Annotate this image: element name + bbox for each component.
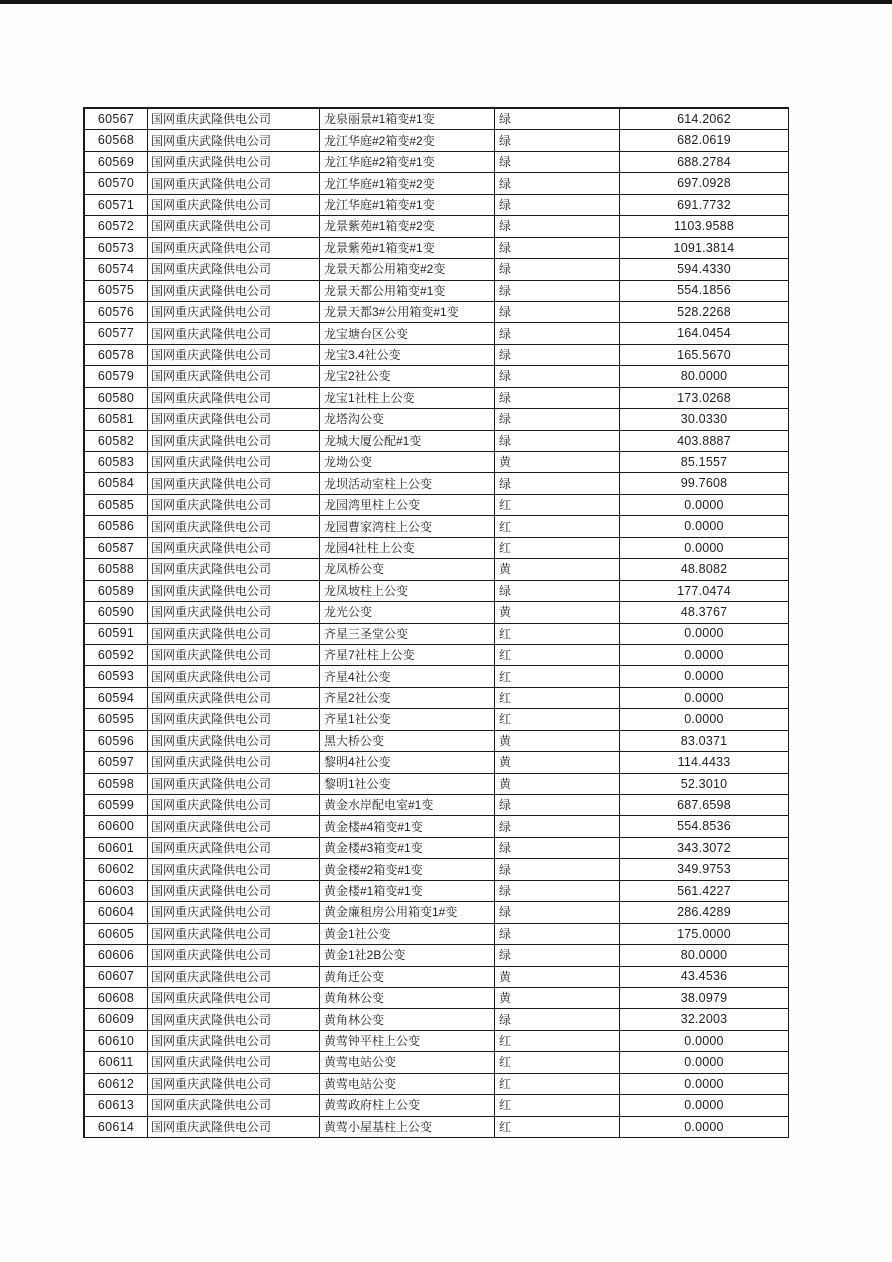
cell-company-name: 国网重庆武隆供电公司 <box>148 774 320 795</box>
cell-company-name: 国网重庆武隆供电公司 <box>148 259 320 280</box>
cell-load-value: 687.6598 <box>620 795 789 816</box>
cell-company-name: 国网重庆武隆供电公司 <box>148 195 320 216</box>
cell-row-id: 60608 <box>85 988 148 1009</box>
cell-load-value: 682.0619 <box>620 130 789 151</box>
cell-load-value: 1103.9588 <box>620 216 789 237</box>
cell-load-value: 0.0000 <box>620 709 789 730</box>
cell-company-name: 国网重庆武隆供电公司 <box>148 688 320 709</box>
cell-status-flag: 绿 <box>495 838 620 859</box>
cell-station-name: 龙塔沟公变 <box>320 409 495 430</box>
cell-company-name: 国网重庆武隆供电公司 <box>148 173 320 194</box>
cell-row-id: 60592 <box>85 645 148 666</box>
cell-row-id: 60605 <box>85 924 148 945</box>
cell-load-value: 0.0000 <box>620 624 789 645</box>
cell-load-value: 614.2062 <box>620 109 789 130</box>
cell-station-name: 龙园湾里柱上公变 <box>320 495 495 516</box>
cell-row-id: 60573 <box>85 238 148 259</box>
cell-load-value: 691.7732 <box>620 195 789 216</box>
cell-company-name: 国网重庆武隆供电公司 <box>148 366 320 387</box>
cell-load-value: 561.4227 <box>620 881 789 902</box>
cell-company-name: 国网重庆武隆供电公司 <box>148 473 320 494</box>
cell-company-name: 国网重庆武隆供电公司 <box>148 1074 320 1095</box>
cell-row-id: 60595 <box>85 709 148 730</box>
cell-company-name: 国网重庆武隆供电公司 <box>148 988 320 1009</box>
cell-load-value: 99.7608 <box>620 473 789 494</box>
cell-status-flag: 绿 <box>495 816 620 837</box>
cell-status-flag: 红 <box>495 1074 620 1095</box>
cell-load-value: 30.0330 <box>620 409 789 430</box>
cell-load-value: 165.5670 <box>620 345 789 366</box>
cell-load-value: 32.2003 <box>620 1009 789 1030</box>
cell-status-flag: 红 <box>495 709 620 730</box>
cell-station-name: 龙江华庭#2箱变#2变 <box>320 130 495 151</box>
cell-load-value: 85.1557 <box>620 452 789 473</box>
cell-load-value: 403.8887 <box>620 431 789 452</box>
cell-company-name: 国网重庆武隆供电公司 <box>148 752 320 773</box>
cell-station-name: 齐星2社公变 <box>320 688 495 709</box>
cell-row-id: 60599 <box>85 795 148 816</box>
cell-station-name: 黄金楼#1箱变#1变 <box>320 881 495 902</box>
cell-status-flag: 绿 <box>495 130 620 151</box>
cell-row-id: 60591 <box>85 624 148 645</box>
cell-company-name: 国网重庆武隆供电公司 <box>148 130 320 151</box>
cell-company-name: 国网重庆武隆供电公司 <box>148 409 320 430</box>
cell-row-id: 60567 <box>85 109 148 130</box>
cell-load-value: 80.0000 <box>620 945 789 966</box>
cell-row-id: 60590 <box>85 602 148 623</box>
cell-station-name: 龙江华庭#1箱变#1变 <box>320 195 495 216</box>
cell-load-value: 164.0454 <box>620 323 789 344</box>
cell-company-name: 国网重庆武隆供电公司 <box>148 388 320 409</box>
cell-company-name: 国网重庆武隆供电公司 <box>148 666 320 687</box>
cell-station-name: 龙宝3.4社公变 <box>320 345 495 366</box>
cell-station-name: 黄金1社公变 <box>320 924 495 945</box>
cell-row-id: 60576 <box>85 302 148 323</box>
cell-row-id: 60609 <box>85 1009 148 1030</box>
cell-load-value: 38.0979 <box>620 988 789 1009</box>
cell-company-name: 国网重庆武隆供电公司 <box>148 902 320 923</box>
cell-row-id: 60589 <box>85 581 148 602</box>
cell-load-value: 0.0000 <box>620 688 789 709</box>
cell-status-flag: 绿 <box>495 216 620 237</box>
cell-row-id: 60588 <box>85 559 148 580</box>
cell-status-flag: 绿 <box>495 195 620 216</box>
cell-row-id: 60578 <box>85 345 148 366</box>
cell-status-flag: 绿 <box>495 859 620 880</box>
cell-row-id: 60594 <box>85 688 148 709</box>
cell-station-name: 龙宝1社柱上公变 <box>320 388 495 409</box>
cell-status-flag: 绿 <box>495 281 620 302</box>
cell-company-name: 国网重庆武隆供电公司 <box>148 281 320 302</box>
cell-station-name: 龙景天都3#公用箱变#1变 <box>320 302 495 323</box>
cell-status-flag: 红 <box>495 538 620 559</box>
cell-company-name: 国网重庆武隆供电公司 <box>148 345 320 366</box>
cell-status-flag: 绿 <box>495 1009 620 1030</box>
cell-station-name: 龙景天都公用箱变#1变 <box>320 281 495 302</box>
cell-status-flag: 绿 <box>495 388 620 409</box>
cell-load-value: 80.0000 <box>620 366 789 387</box>
cell-status-flag: 绿 <box>495 881 620 902</box>
cell-station-name: 龙景天都公用箱变#2变 <box>320 259 495 280</box>
cell-status-flag: 黄 <box>495 752 620 773</box>
cell-status-flag: 黄 <box>495 731 620 752</box>
cell-status-flag: 红 <box>495 688 620 709</box>
cell-status-flag: 绿 <box>495 173 620 194</box>
cell-status-flag: 红 <box>495 666 620 687</box>
cell-row-id: 60582 <box>85 431 148 452</box>
cell-row-id: 60579 <box>85 366 148 387</box>
cell-company-name: 国网重庆武隆供电公司 <box>148 516 320 537</box>
cell-station-name: 龙凤桥公变 <box>320 559 495 580</box>
cell-status-flag: 红 <box>495 495 620 516</box>
cell-station-name: 黎明1社公变 <box>320 774 495 795</box>
cell-company-name: 国网重庆武隆供电公司 <box>148 452 320 473</box>
cell-company-name: 国网重庆武隆供电公司 <box>148 816 320 837</box>
cell-load-value: 173.0268 <box>620 388 789 409</box>
cell-load-value: 0.0000 <box>620 1117 789 1138</box>
cell-load-value: 0.0000 <box>620 1074 789 1095</box>
cell-row-id: 60585 <box>85 495 148 516</box>
cell-status-flag: 红 <box>495 624 620 645</box>
cell-row-id: 60572 <box>85 216 148 237</box>
cell-company-name: 国网重庆武隆供电公司 <box>148 216 320 237</box>
cell-status-flag: 黄 <box>495 559 620 580</box>
cell-company-name: 国网重庆武隆供电公司 <box>148 1052 320 1073</box>
page-top-edge <box>0 0 892 4</box>
cell-row-id: 60593 <box>85 666 148 687</box>
cell-station-name: 龙城大厦公配#1变 <box>320 431 495 452</box>
cell-row-id: 60600 <box>85 816 148 837</box>
cell-status-flag: 绿 <box>495 109 620 130</box>
cell-status-flag: 黄 <box>495 602 620 623</box>
cell-station-name: 黄角林公变 <box>320 988 495 1009</box>
cell-status-flag: 绿 <box>495 945 620 966</box>
cell-load-value: 594.4330 <box>620 259 789 280</box>
cell-status-flag: 绿 <box>495 259 620 280</box>
cell-row-id: 60596 <box>85 731 148 752</box>
cell-station-name: 龙园4社柱上公变 <box>320 538 495 559</box>
cell-row-id: 60586 <box>85 516 148 537</box>
cell-status-flag: 绿 <box>495 152 620 173</box>
cell-station-name: 龙宝2社公变 <box>320 366 495 387</box>
cell-row-id: 60569 <box>85 152 148 173</box>
cell-station-name: 黄角林公变 <box>320 1009 495 1030</box>
cell-company-name: 国网重庆武隆供电公司 <box>148 795 320 816</box>
cell-station-name: 黄角迁公变 <box>320 967 495 988</box>
cell-load-value: 0.0000 <box>620 538 789 559</box>
cell-row-id: 60580 <box>85 388 148 409</box>
cell-load-value: 0.0000 <box>620 1095 789 1116</box>
cell-station-name: 黄莺政府柱上公变 <box>320 1095 495 1116</box>
cell-row-id: 60584 <box>85 473 148 494</box>
cell-status-flag: 红 <box>495 1052 620 1073</box>
cell-station-name: 龙景紫苑#1箱变#2变 <box>320 216 495 237</box>
cell-station-name: 黑大桥公变 <box>320 731 495 752</box>
cell-load-value: 48.8082 <box>620 559 789 580</box>
cell-row-id: 60597 <box>85 752 148 773</box>
cell-load-value: 286.4289 <box>620 902 789 923</box>
cell-station-name: 龙景紫苑#1箱变#1变 <box>320 238 495 259</box>
cell-station-name: 龙宝塘台区公变 <box>320 323 495 344</box>
cell-load-value: 83.0371 <box>620 731 789 752</box>
cell-status-flag: 绿 <box>495 581 620 602</box>
cell-status-flag: 黄 <box>495 774 620 795</box>
cell-station-name: 黄金1社2B公变 <box>320 945 495 966</box>
cell-station-name: 龙光公变 <box>320 602 495 623</box>
cell-station-name: 黄莺电站公变 <box>320 1074 495 1095</box>
cell-load-value: 1091.3814 <box>620 238 789 259</box>
cell-status-flag: 绿 <box>495 902 620 923</box>
cell-row-id: 60611 <box>85 1052 148 1073</box>
cell-company-name: 国网重庆武隆供电公司 <box>148 731 320 752</box>
cell-status-flag: 绿 <box>495 345 620 366</box>
cell-company-name: 国网重庆武隆供电公司 <box>148 881 320 902</box>
cell-station-name: 龙泉丽景#1箱变#1变 <box>320 109 495 130</box>
cell-load-value: 697.0928 <box>620 173 789 194</box>
cell-company-name: 国网重庆武隆供电公司 <box>148 624 320 645</box>
cell-row-id: 60568 <box>85 130 148 151</box>
cell-row-id: 60603 <box>85 881 148 902</box>
cell-company-name: 国网重庆武隆供电公司 <box>148 323 320 344</box>
cell-load-value: 0.0000 <box>620 1052 789 1073</box>
cell-load-value: 554.8536 <box>620 816 789 837</box>
cell-company-name: 国网重庆武隆供电公司 <box>148 1117 320 1138</box>
cell-row-id: 60607 <box>85 967 148 988</box>
cell-company-name: 国网重庆武隆供电公司 <box>148 581 320 602</box>
cell-status-flag: 绿 <box>495 795 620 816</box>
cell-station-name: 龙凤坡柱上公变 <box>320 581 495 602</box>
cell-station-name: 龙园曹家湾柱上公变 <box>320 516 495 537</box>
cell-company-name: 国网重庆武隆供电公司 <box>148 1095 320 1116</box>
cell-row-id: 60570 <box>85 173 148 194</box>
cell-row-id: 60602 <box>85 859 148 880</box>
cell-status-flag: 黄 <box>495 452 620 473</box>
cell-status-flag: 黄 <box>495 988 620 1009</box>
cell-station-name: 黎明4社公变 <box>320 752 495 773</box>
cell-company-name: 国网重庆武隆供电公司 <box>148 645 320 666</box>
cell-company-name: 国网重庆武隆供电公司 <box>148 559 320 580</box>
cell-load-value: 177.0474 <box>620 581 789 602</box>
cell-load-value: 0.0000 <box>620 645 789 666</box>
cell-company-name: 国网重庆武隆供电公司 <box>148 431 320 452</box>
cell-load-value: 0.0000 <box>620 495 789 516</box>
cell-status-flag: 红 <box>495 645 620 666</box>
cell-row-id: 60581 <box>85 409 148 430</box>
cell-status-flag: 绿 <box>495 323 620 344</box>
cell-station-name: 齐星4社公变 <box>320 666 495 687</box>
cell-load-value: 43.4536 <box>620 967 789 988</box>
cell-company-name: 国网重庆武隆供电公司 <box>148 1031 320 1052</box>
cell-row-id: 60577 <box>85 323 148 344</box>
cell-company-name: 国网重庆武隆供电公司 <box>148 538 320 559</box>
cell-row-id: 60601 <box>85 838 148 859</box>
cell-row-id: 60574 <box>85 259 148 280</box>
cell-station-name: 龙坳公变 <box>320 452 495 473</box>
cell-load-value: 114.4433 <box>620 752 789 773</box>
cell-load-value: 48.3767 <box>620 602 789 623</box>
cell-load-value: 343.3072 <box>620 838 789 859</box>
cell-load-value: 175.0000 <box>620 924 789 945</box>
cell-station-name: 齐星1社公变 <box>320 709 495 730</box>
cell-company-name: 国网重庆武隆供电公司 <box>148 602 320 623</box>
cell-status-flag: 绿 <box>495 924 620 945</box>
cell-company-name: 国网重庆武隆供电公司 <box>148 945 320 966</box>
cell-status-flag: 绿 <box>495 409 620 430</box>
cell-status-flag: 红 <box>495 1117 620 1138</box>
cell-status-flag: 黄 <box>495 967 620 988</box>
cell-station-name: 黄金楼#3箱变#1变 <box>320 838 495 859</box>
cell-row-id: 60575 <box>85 281 148 302</box>
cell-company-name: 国网重庆武隆供电公司 <box>148 859 320 880</box>
cell-load-value: 688.2784 <box>620 152 789 173</box>
cell-load-value: 0.0000 <box>620 1031 789 1052</box>
cell-load-value: 52.3010 <box>620 774 789 795</box>
cell-row-id: 60604 <box>85 902 148 923</box>
cell-row-id: 60583 <box>85 452 148 473</box>
cell-row-id: 60614 <box>85 1117 148 1138</box>
cell-station-name: 黄金廉租房公用箱变1#变 <box>320 902 495 923</box>
cell-load-value: 554.1856 <box>620 281 789 302</box>
cell-station-name: 齐星三圣堂公变 <box>320 624 495 645</box>
cell-station-name: 龙坝活动室柱上公变 <box>320 473 495 494</box>
cell-company-name: 国网重庆武隆供电公司 <box>148 495 320 516</box>
cell-row-id: 60612 <box>85 1074 148 1095</box>
cell-station-name: 龙江华庭#1箱变#2变 <box>320 173 495 194</box>
cell-station-name: 黄金楼#2箱变#1变 <box>320 859 495 880</box>
cell-company-name: 国网重庆武隆供电公司 <box>148 152 320 173</box>
cell-status-flag: 红 <box>495 516 620 537</box>
cell-row-id: 60571 <box>85 195 148 216</box>
cell-load-value: 0.0000 <box>620 666 789 687</box>
cell-status-flag: 绿 <box>495 366 620 387</box>
cell-company-name: 国网重庆武隆供电公司 <box>148 109 320 130</box>
cell-station-name: 黄金水岸配电室#1变 <box>320 795 495 816</box>
cell-company-name: 国网重庆武隆供电公司 <box>148 238 320 259</box>
cell-row-id: 60606 <box>85 945 148 966</box>
cell-station-name: 黄莺电站公变 <box>320 1052 495 1073</box>
cell-station-name: 齐星7社柱上公变 <box>320 645 495 666</box>
cell-status-flag: 绿 <box>495 302 620 323</box>
cell-station-name: 黄金楼#4箱变#1变 <box>320 816 495 837</box>
cell-company-name: 国网重庆武隆供电公司 <box>148 967 320 988</box>
cell-load-value: 349.9753 <box>620 859 789 880</box>
cell-station-name: 黄莺小屋基柱上公变 <box>320 1117 495 1138</box>
cell-status-flag: 红 <box>495 1031 620 1052</box>
cell-station-name: 黄莺钟平柱上公变 <box>320 1031 495 1052</box>
cell-company-name: 国网重庆武隆供电公司 <box>148 924 320 945</box>
cell-load-value: 528.2268 <box>620 302 789 323</box>
cell-status-flag: 绿 <box>495 431 620 452</box>
cell-row-id: 60613 <box>85 1095 148 1116</box>
cell-company-name: 国网重庆武隆供电公司 <box>148 838 320 859</box>
cell-status-flag: 绿 <box>495 473 620 494</box>
cell-company-name: 国网重庆武隆供电公司 <box>148 302 320 323</box>
cell-company-name: 国网重庆武隆供电公司 <box>148 709 320 730</box>
cell-company-name: 国网重庆武隆供电公司 <box>148 1009 320 1030</box>
cell-row-id: 60610 <box>85 1031 148 1052</box>
cell-status-flag: 红 <box>495 1095 620 1116</box>
cell-row-id: 60598 <box>85 774 148 795</box>
cell-station-name: 龙江华庭#2箱变#1变 <box>320 152 495 173</box>
cell-load-value: 0.0000 <box>620 516 789 537</box>
cell-status-flag: 绿 <box>495 238 620 259</box>
data-table <box>83 107 789 1138</box>
cell-row-id: 60587 <box>85 538 148 559</box>
